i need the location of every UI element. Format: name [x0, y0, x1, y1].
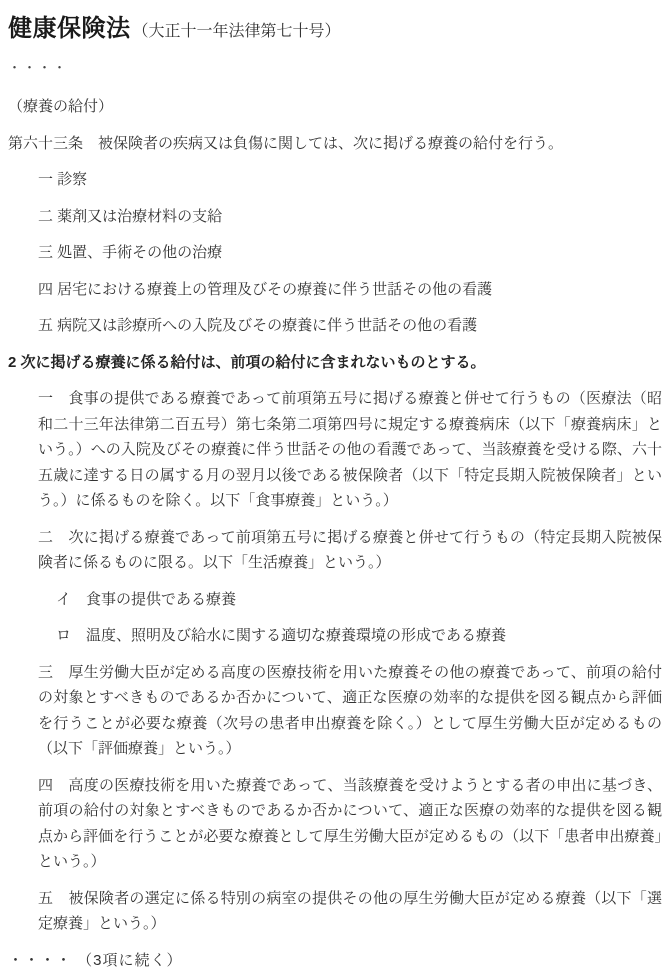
page-title	[8, 13, 662, 45]
list-item-p2-4: 四 高度の医療技術を用いた療養であって、当該療養を受けようとする者の申出に基づき、前項の給付の対象とすべきものであるか否かについて、適正な医療の効率的な提供を図る観点から評価を行うことが必要な療養として厚生労働大臣が定めるもの（以下「患者申出療養」という。）	[38, 776, 662, 871]
section-caption: （療養の給付）	[8, 98, 114, 116]
ellipsis-bottom-continuation-note: ・・・・ （3項に続く）	[8, 951, 183, 969]
list-item-p2-2: 二 次に掲げる療養であって前項第五号に掲げる療養と併せて行うもの（特定長期入院被保険者に係るものに限る。以下「生活療養」という。）	[38, 528, 662, 572]
sublist-item-i: イ 食事の提供である療養	[56, 590, 237, 608]
article-63-paragraph-2: 2 次に掲げる療養に係る給付は、前項の給付に含まれないものとする。	[8, 353, 486, 371]
list-item-p1-5: 五 病院又は診療所への入院及びその療養に伴う世話その他の看護	[38, 317, 478, 335]
law-title: 健康保険法	[8, 15, 131, 42]
list-item-p1-2: 二 薬剤又は治療材料の支給	[38, 207, 223, 225]
sublist-item-ro: ロ 温度、照明及び給水に関する適切な療養環境の形成である療養	[56, 627, 507, 645]
list-item-p1-1: 一 診察	[38, 171, 88, 189]
list-item-p2-3: 三 厚生労働大臣が定める高度の医療技術を用いた療養その他の療養であって、前項の給付の対象とすべきものであるか否かについて、適正な医療の効率的な提供を図る観点から評価を行うことが必要な療養（次号の患者申出療養を除く。）として厚生労働大臣が定めるもの（以下「評価療養」という。）	[38, 663, 662, 758]
list-item-p2-1: 一 食事の提供である療養であって前項第五号に掲げる療養と併せて行うもの（医療法（昭和二十三年法律第二百五号）第七条第二項第四号に規定する療養病床（以下「療養病床」という。）への入院及びその療養に伴う世話その他の看護であって、当該療養を受ける際、六十五歳に達する日の属する月の翌月以後である被保険者（以下「特定長期入院被保険者」という。）に係るものを除く。以下「食事療養」という。）	[38, 390, 662, 510]
law-title-suffix: （大正十一年法律第七十号）	[132, 23, 341, 40]
list-item-p2-5: 五 被保険者の選定に係る特別の病室の提供その他の厚生労働大臣が定める療養（以下「選定療養」という。）	[38, 889, 662, 933]
article-63-paragraph-1: 第六十三条 被保険者の疾病又は負傷に関しては、次に掲げる療養の給付を行う。	[8, 134, 564, 152]
list-item-p1-3: 三 処置、手術その他の治療	[38, 244, 223, 262]
list-item-p1-4: 四 居宅における療養上の管理及びその療養に伴う世話その他の看護	[38, 280, 493, 298]
ellipsis-top: ・・・・	[8, 60, 69, 76]
